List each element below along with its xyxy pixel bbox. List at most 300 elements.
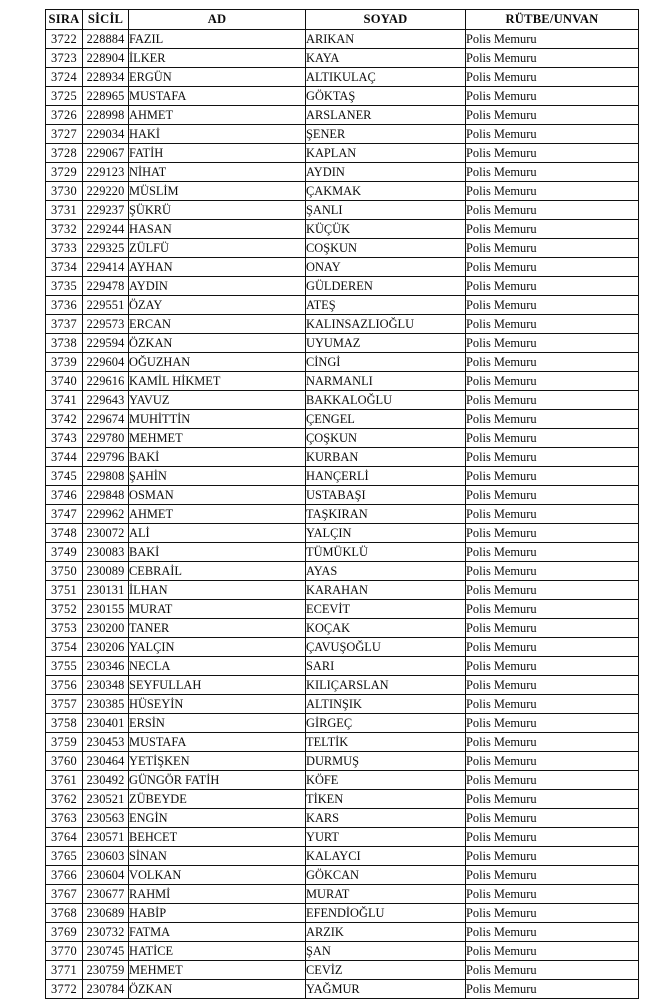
cell-rutbe: Polis Memuru	[466, 144, 639, 163]
cell-ad: ERCAN	[129, 315, 306, 334]
cell-sicil: 229573	[83, 315, 129, 334]
cell-sira: 3760	[46, 752, 83, 771]
cell-soyad: MURAT	[306, 885, 466, 904]
table-row	[46, 144, 639, 163]
cell-rutbe: Polis Memuru	[466, 695, 639, 714]
table-row	[46, 505, 639, 524]
cell-soyad: YAĞMUR	[306, 980, 466, 999]
table-row	[46, 657, 639, 676]
cell-soyad: KALINSAZLIOĞLU	[306, 315, 466, 334]
cell-sicil: 230603	[83, 847, 129, 866]
cell-sicil: 230745	[83, 942, 129, 961]
cell-sira: 3729	[46, 163, 83, 182]
cell-ad: MEHMET	[129, 961, 306, 980]
cell-ad: HAKİ	[129, 125, 306, 144]
table-row	[46, 638, 639, 657]
table-row	[46, 106, 639, 125]
cell-soyad: AYAS	[306, 562, 466, 581]
cell-ad: FATMA	[129, 923, 306, 942]
cell-ad: FAZIL	[129, 30, 306, 49]
cell-ad: BEHCET	[129, 828, 306, 847]
cell-sira: 3769	[46, 923, 83, 942]
table-row	[46, 372, 639, 391]
cell-soyad: KURBAN	[306, 448, 466, 467]
cell-ad: RAHMİ	[129, 885, 306, 904]
cell-rutbe: Polis Memuru	[466, 182, 639, 201]
cell-sicil: 230563	[83, 809, 129, 828]
cell-soyad: KÜÇÜK	[306, 220, 466, 239]
table-row	[46, 524, 639, 543]
cell-sira: 3757	[46, 695, 83, 714]
cell-sira: 3756	[46, 676, 83, 695]
cell-sira: 3761	[46, 771, 83, 790]
cell-rutbe: Polis Memuru	[466, 961, 639, 980]
cell-soyad: KÖFE	[306, 771, 466, 790]
cell-ad: SİNAN	[129, 847, 306, 866]
cell-rutbe: Polis Memuru	[466, 49, 639, 68]
cell-rutbe: Polis Memuru	[466, 657, 639, 676]
cell-sira: 3743	[46, 429, 83, 448]
cell-soyad: YURT	[306, 828, 466, 847]
cell-rutbe: Polis Memuru	[466, 353, 639, 372]
cell-sira: 3766	[46, 866, 83, 885]
cell-rutbe: Polis Memuru	[466, 714, 639, 733]
cell-soyad: ŞAN	[306, 942, 466, 961]
cell-rutbe: Polis Memuru	[466, 980, 639, 999]
cell-sicil: 229478	[83, 277, 129, 296]
cell-sira: 3737	[46, 315, 83, 334]
cell-sira: 3725	[46, 87, 83, 106]
table-row	[46, 87, 639, 106]
cell-rutbe: Polis Memuru	[466, 486, 639, 505]
table-row	[46, 467, 639, 486]
cell-ad: MUSTAFA	[129, 87, 306, 106]
cell-ad: VOLKAN	[129, 866, 306, 885]
cell-soyad: KARAHAN	[306, 581, 466, 600]
cell-sicil: 230155	[83, 600, 129, 619]
cell-sira: 3746	[46, 486, 83, 505]
cell-soyad: ECEVİT	[306, 600, 466, 619]
cell-ad: HATİCE	[129, 942, 306, 961]
cell-sicil: 230385	[83, 695, 129, 714]
cell-rutbe: Polis Memuru	[466, 904, 639, 923]
table-row	[46, 961, 639, 980]
column-header-ad: AD	[129, 10, 306, 30]
cell-ad: ŞÜKRÜ	[129, 201, 306, 220]
cell-sicil: 230521	[83, 790, 129, 809]
cell-soyad: ŞANLI	[306, 201, 466, 220]
cell-sira: 3735	[46, 277, 83, 296]
cell-sira: 3748	[46, 524, 83, 543]
cell-soyad: TİKEN	[306, 790, 466, 809]
cell-sicil: 229123	[83, 163, 129, 182]
cell-ad: ŞAHİN	[129, 467, 306, 486]
table-row	[46, 220, 639, 239]
cell-rutbe: Polis Memuru	[466, 942, 639, 961]
cell-ad: ZÜLFÜ	[129, 239, 306, 258]
cell-soyad: EFENDİOĞLU	[306, 904, 466, 923]
cell-rutbe: Polis Memuru	[466, 467, 639, 486]
table-row	[46, 163, 639, 182]
cell-sira: 3752	[46, 600, 83, 619]
cell-rutbe: Polis Memuru	[466, 258, 639, 277]
cell-soyad: GÖKCAN	[306, 866, 466, 885]
table-row	[46, 923, 639, 942]
cell-sicil: 229414	[83, 258, 129, 277]
cell-sicil: 230131	[83, 581, 129, 600]
cell-ad: AHMET	[129, 106, 306, 125]
cell-rutbe: Polis Memuru	[466, 828, 639, 847]
table-row	[46, 277, 639, 296]
cell-soyad: HANÇERLİ	[306, 467, 466, 486]
cell-rutbe: Polis Memuru	[466, 866, 639, 885]
cell-ad: ÖZKAN	[129, 334, 306, 353]
cell-sira: 3722	[46, 30, 83, 49]
cell-ad: MUSTAFA	[129, 733, 306, 752]
cell-soyad: ALTIKULAÇ	[306, 68, 466, 87]
column-header-sira: SIRA	[46, 10, 83, 30]
cell-rutbe: Polis Memuru	[466, 809, 639, 828]
cell-sira: 3771	[46, 961, 83, 980]
table-row	[46, 68, 639, 87]
cell-soyad: ÇENGEL	[306, 410, 466, 429]
table-row	[46, 410, 639, 429]
cell-sira: 3739	[46, 353, 83, 372]
cell-soyad: SARI	[306, 657, 466, 676]
cell-rutbe: Polis Memuru	[466, 220, 639, 239]
cell-ad: HÜSEYİN	[129, 695, 306, 714]
cell-ad: ÖZAY	[129, 296, 306, 315]
cell-sira: 3724	[46, 68, 83, 87]
cell-rutbe: Polis Memuru	[466, 543, 639, 562]
cell-rutbe: Polis Memuru	[466, 885, 639, 904]
table-row	[46, 296, 639, 315]
cell-sira: 3740	[46, 372, 83, 391]
cell-sicil: 229220	[83, 182, 129, 201]
table-row	[46, 942, 639, 961]
cell-sira: 3728	[46, 144, 83, 163]
cell-rutbe: Polis Memuru	[466, 562, 639, 581]
table-row	[46, 562, 639, 581]
cell-sicil: 229594	[83, 334, 129, 353]
cell-ad: CEBRAİL	[129, 562, 306, 581]
table-row	[46, 809, 639, 828]
cell-sicil: 229643	[83, 391, 129, 410]
cell-sira: 3749	[46, 543, 83, 562]
cell-ad: NİHAT	[129, 163, 306, 182]
cell-rutbe: Polis Memuru	[466, 106, 639, 125]
table-row	[46, 429, 639, 448]
cell-sira: 3741	[46, 391, 83, 410]
cell-soyad: GÜLDEREN	[306, 277, 466, 296]
cell-rutbe: Polis Memuru	[466, 239, 639, 258]
cell-ad: MURAT	[129, 600, 306, 619]
cell-sicil: 230200	[83, 619, 129, 638]
cell-sira: 3763	[46, 809, 83, 828]
cell-sicil: 229848	[83, 486, 129, 505]
cell-sira: 3759	[46, 733, 83, 752]
cell-sira: 3764	[46, 828, 83, 847]
table-row	[46, 619, 639, 638]
cell-sicil: 230453	[83, 733, 129, 752]
cell-soyad: ALTINŞIK	[306, 695, 466, 714]
table-row	[46, 695, 639, 714]
cell-sicil: 230464	[83, 752, 129, 771]
cell-sicil: 230571	[83, 828, 129, 847]
cell-soyad: KILIÇARSLAN	[306, 676, 466, 695]
cell-soyad: KAPLAN	[306, 144, 466, 163]
cell-rutbe: Polis Memuru	[466, 923, 639, 942]
cell-rutbe: Polis Memuru	[466, 581, 639, 600]
cell-soyad: ARIKAN	[306, 30, 466, 49]
cell-rutbe: Polis Memuru	[466, 410, 639, 429]
cell-sicil: 228965	[83, 87, 129, 106]
table-row	[46, 258, 639, 277]
table-body	[46, 30, 639, 999]
cell-ad: TANER	[129, 619, 306, 638]
cell-ad: NECLA	[129, 657, 306, 676]
cell-soyad: NARMANLI	[306, 372, 466, 391]
table-row	[46, 353, 639, 372]
cell-sicil: 229604	[83, 353, 129, 372]
cell-sicil: 230072	[83, 524, 129, 543]
cell-sicil: 228904	[83, 49, 129, 68]
cell-soyad: AYDIN	[306, 163, 466, 182]
cell-soyad: CEVİZ	[306, 961, 466, 980]
cell-soyad: ONAY	[306, 258, 466, 277]
cell-sicil: 229674	[83, 410, 129, 429]
table-row	[46, 239, 639, 258]
personnel-roster-table	[45, 9, 639, 999]
cell-ad: HABİP	[129, 904, 306, 923]
cell-rutbe: Polis Memuru	[466, 505, 639, 524]
cell-rutbe: Polis Memuru	[466, 847, 639, 866]
cell-soyad: ŞENER	[306, 125, 466, 144]
cell-sicil: 229034	[83, 125, 129, 144]
cell-rutbe: Polis Memuru	[466, 30, 639, 49]
table-header	[46, 10, 639, 30]
table-row	[46, 600, 639, 619]
cell-soyad: TAŞKIRAN	[306, 505, 466, 524]
cell-sicil: 229796	[83, 448, 129, 467]
cell-ad: BAKİ	[129, 448, 306, 467]
cell-rutbe: Polis Memuru	[466, 315, 639, 334]
column-header-sicil: SİCİL	[83, 10, 129, 30]
cell-sira: 3738	[46, 334, 83, 353]
cell-sira: 3736	[46, 296, 83, 315]
cell-sira: 3731	[46, 201, 83, 220]
cell-sira: 3730	[46, 182, 83, 201]
cell-soyad: TELTİK	[306, 733, 466, 752]
table-row	[46, 866, 639, 885]
table-row	[46, 486, 639, 505]
cell-rutbe: Polis Memuru	[466, 752, 639, 771]
table-row	[46, 391, 639, 410]
cell-rutbe: Polis Memuru	[466, 296, 639, 315]
cell-sira: 3770	[46, 942, 83, 961]
cell-sicil: 230089	[83, 562, 129, 581]
cell-sicil: 230492	[83, 771, 129, 790]
cell-rutbe: Polis Memuru	[466, 201, 639, 220]
cell-sira: 3751	[46, 581, 83, 600]
cell-ad: OĞUZHAN	[129, 353, 306, 372]
cell-sicil: 229244	[83, 220, 129, 239]
cell-soyad: KOÇAK	[306, 619, 466, 638]
table-row	[46, 904, 639, 923]
cell-soyad: ÇAKMAK	[306, 182, 466, 201]
cell-sicil: 229616	[83, 372, 129, 391]
cell-soyad: USTABAŞI	[306, 486, 466, 505]
cell-sira: 3747	[46, 505, 83, 524]
table-row	[46, 714, 639, 733]
cell-ad: ERSİN	[129, 714, 306, 733]
cell-sicil: 230604	[83, 866, 129, 885]
cell-soyad: KAYA	[306, 49, 466, 68]
cell-soyad: YALÇIN	[306, 524, 466, 543]
table-row	[46, 828, 639, 847]
cell-sicil: 229808	[83, 467, 129, 486]
cell-soyad: ÇOŞKUN	[306, 429, 466, 448]
cell-sicil: 228884	[83, 30, 129, 49]
cell-sicil: 229237	[83, 201, 129, 220]
cell-soyad: DURMUŞ	[306, 752, 466, 771]
cell-sicil: 230083	[83, 543, 129, 562]
cell-soyad: GÖKTAŞ	[306, 87, 466, 106]
table-row	[46, 125, 639, 144]
cell-ad: YAVUZ	[129, 391, 306, 410]
cell-ad: MUHİTTİN	[129, 410, 306, 429]
cell-sicil: 228934	[83, 68, 129, 87]
cell-rutbe: Polis Memuru	[466, 391, 639, 410]
cell-rutbe: Polis Memuru	[466, 790, 639, 809]
cell-ad: MÜSLİM	[129, 182, 306, 201]
cell-ad: BAKİ	[129, 543, 306, 562]
cell-rutbe: Polis Memuru	[466, 87, 639, 106]
cell-sicil: 229962	[83, 505, 129, 524]
cell-sira: 3723	[46, 49, 83, 68]
cell-ad: İLKER	[129, 49, 306, 68]
table-row	[46, 543, 639, 562]
cell-rutbe: Polis Memuru	[466, 125, 639, 144]
cell-rutbe: Polis Memuru	[466, 372, 639, 391]
cell-soyad: ARSLANER	[306, 106, 466, 125]
table-row	[46, 201, 639, 220]
cell-soyad: GİRGEÇ	[306, 714, 466, 733]
cell-soyad: KARS	[306, 809, 466, 828]
cell-sira: 3750	[46, 562, 83, 581]
cell-rutbe: Polis Memuru	[466, 277, 639, 296]
cell-ad: ÖZKAN	[129, 980, 306, 999]
cell-ad: YETİŞKEN	[129, 752, 306, 771]
cell-sira: 3772	[46, 980, 83, 999]
cell-sira: 3762	[46, 790, 83, 809]
cell-sira: 3742	[46, 410, 83, 429]
table-row	[46, 49, 639, 68]
cell-sicil: 229067	[83, 144, 129, 163]
table-row	[46, 30, 639, 49]
cell-rutbe: Polis Memuru	[466, 163, 639, 182]
table-row	[46, 581, 639, 600]
cell-sira: 3755	[46, 657, 83, 676]
cell-ad: KAMİL HİKMET	[129, 372, 306, 391]
cell-soyad: ÇAVUŞOĞLU	[306, 638, 466, 657]
table-row	[46, 733, 639, 752]
cell-soyad: CİNGİ	[306, 353, 466, 372]
cell-rutbe: Polis Memuru	[466, 68, 639, 87]
cell-rutbe: Polis Memuru	[466, 771, 639, 790]
cell-rutbe: Polis Memuru	[466, 619, 639, 638]
cell-ad: AHMET	[129, 505, 306, 524]
cell-sira: 3767	[46, 885, 83, 904]
cell-ad: YALÇIN	[129, 638, 306, 657]
cell-soyad: ARZIK	[306, 923, 466, 942]
cell-ad: ERGÜN	[129, 68, 306, 87]
table-row	[46, 448, 639, 467]
cell-sira: 3765	[46, 847, 83, 866]
table-row	[46, 771, 639, 790]
cell-ad: İLHAN	[129, 581, 306, 600]
cell-sira: 3745	[46, 467, 83, 486]
cell-sicil: 230346	[83, 657, 129, 676]
cell-sira: 3733	[46, 239, 83, 258]
cell-rutbe: Polis Memuru	[466, 676, 639, 695]
cell-ad: ZÜBEYDE	[129, 790, 306, 809]
table-row	[46, 847, 639, 866]
cell-ad: AYHAN	[129, 258, 306, 277]
cell-sicil: 230677	[83, 885, 129, 904]
cell-ad: OSMAN	[129, 486, 306, 505]
cell-sicil: 230759	[83, 961, 129, 980]
cell-sira: 3726	[46, 106, 83, 125]
cell-sicil: 230401	[83, 714, 129, 733]
cell-sicil: 230689	[83, 904, 129, 923]
cell-sicil: 229780	[83, 429, 129, 448]
cell-rutbe: Polis Memuru	[466, 448, 639, 467]
cell-sira: 3727	[46, 125, 83, 144]
cell-rutbe: Polis Memuru	[466, 638, 639, 657]
table-row	[46, 315, 639, 334]
cell-sira: 3768	[46, 904, 83, 923]
cell-sicil: 229551	[83, 296, 129, 315]
cell-sira: 3758	[46, 714, 83, 733]
cell-sira: 3734	[46, 258, 83, 277]
table-row	[46, 980, 639, 999]
table-row	[46, 334, 639, 353]
cell-sicil: 229325	[83, 239, 129, 258]
column-header-rutbe: RÜTBE/UNVAN	[466, 10, 639, 30]
cell-soyad: COŞKUN	[306, 239, 466, 258]
table-row	[46, 790, 639, 809]
cell-sira: 3744	[46, 448, 83, 467]
cell-sicil: 230732	[83, 923, 129, 942]
cell-rutbe: Polis Memuru	[466, 524, 639, 543]
cell-ad: AYDIN	[129, 277, 306, 296]
cell-soyad: BAKKALOĞLU	[306, 391, 466, 410]
cell-sira: 3753	[46, 619, 83, 638]
cell-soyad: ATEŞ	[306, 296, 466, 315]
table-row	[46, 885, 639, 904]
cell-sicil: 230784	[83, 980, 129, 999]
table-row	[46, 752, 639, 771]
table-row	[46, 182, 639, 201]
cell-ad: MEHMET	[129, 429, 306, 448]
cell-sicil: 228998	[83, 106, 129, 125]
cell-ad: ALİ	[129, 524, 306, 543]
column-header-soyad: SOYAD	[306, 10, 466, 30]
cell-rutbe: Polis Memuru	[466, 334, 639, 353]
cell-soyad: UYUMAZ	[306, 334, 466, 353]
cell-ad: HASAN	[129, 220, 306, 239]
